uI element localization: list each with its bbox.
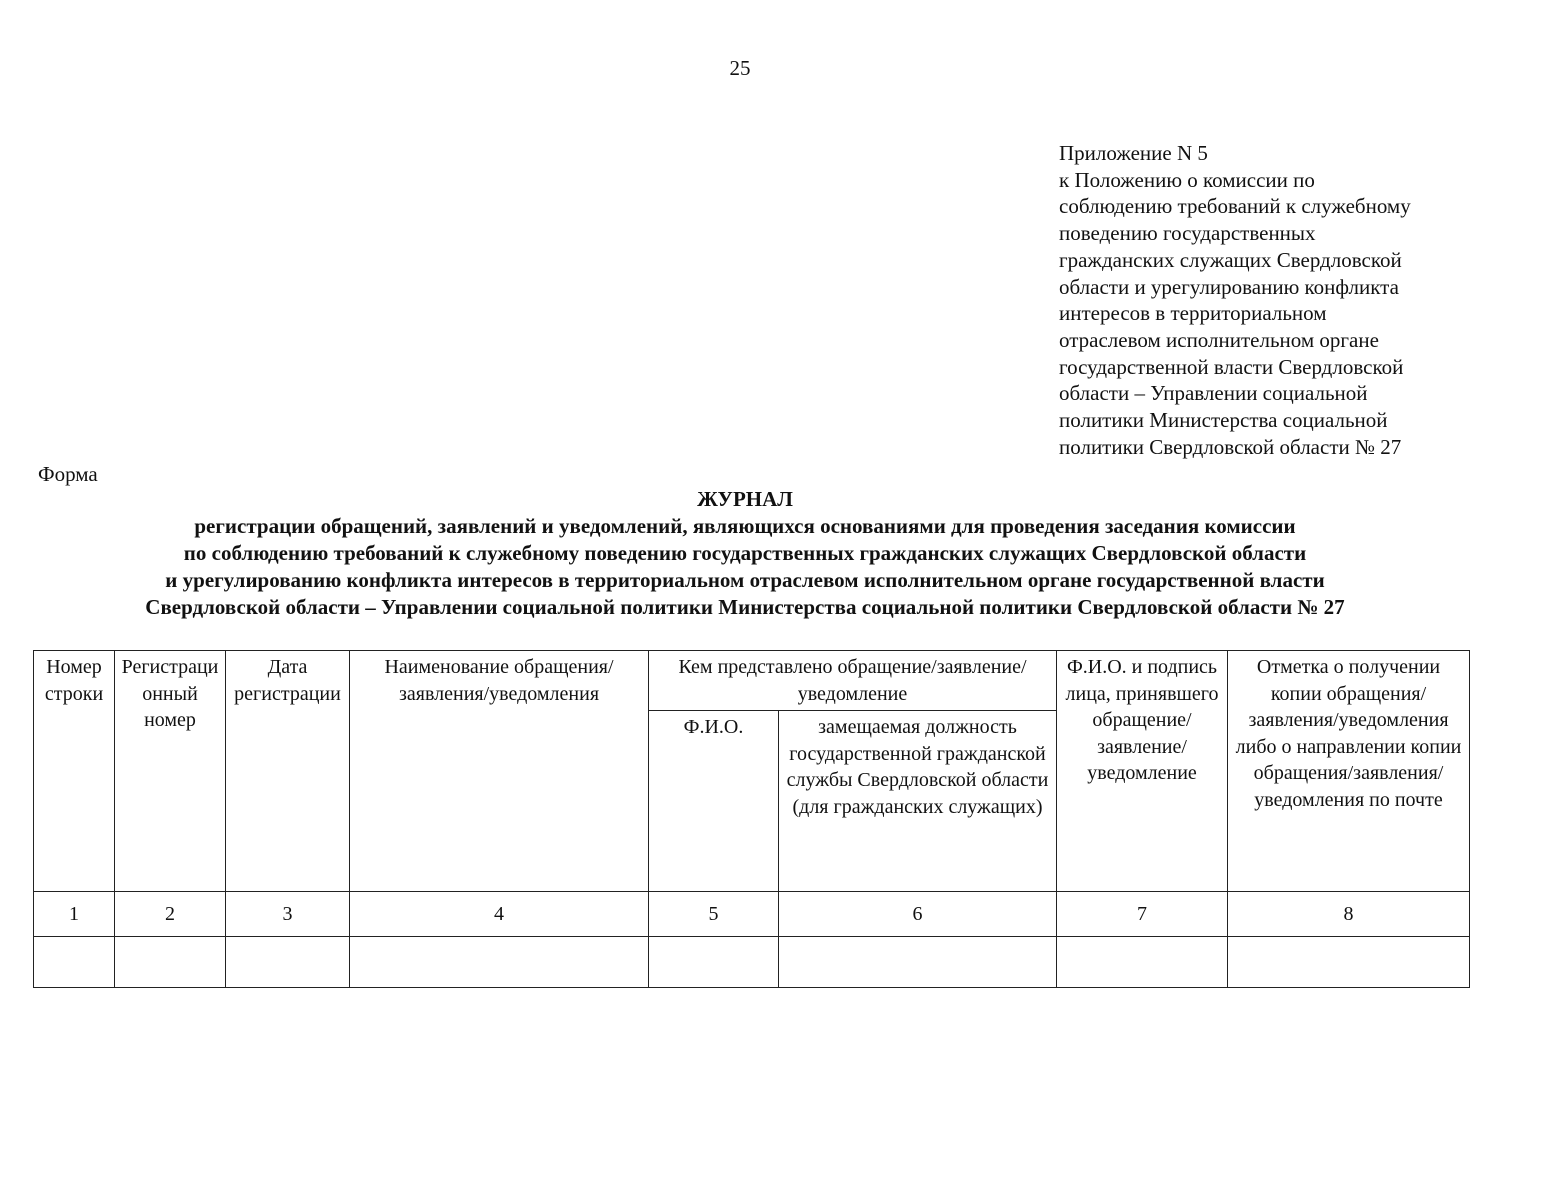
appendix-line: области и урегулированию конфликта: [1059, 274, 1399, 299]
empty-cell: [34, 937, 115, 988]
journal-table: [33, 650, 1470, 988]
header-full-name: Ф.И.О.: [649, 711, 779, 892]
header-registration-date: Дата регистрации: [226, 651, 350, 892]
appendix-line: государственной власти Свердловской: [1059, 354, 1404, 379]
title-line: и урегулированию конфликта интересов в территориальном отраслевом исполнительном органе государственной власти: [165, 568, 1325, 592]
column-number: 2: [115, 892, 226, 937]
header-position: замещаемая должность государственной гражданской службы Свердловской области (для гражданских служащих): [779, 711, 1057, 892]
appendix-line: соблюдению требований к служебному: [1059, 194, 1411, 219]
header-copy-mark: Отметка о получении копии обращения/заявления/уведомления либо о направлении копии обращения/заявления/уведомления по почте: [1228, 651, 1470, 892]
empty-cell: [649, 937, 779, 988]
column-numbers-row: [34, 892, 1470, 937]
column-number: 6: [779, 892, 1057, 937]
header-row-number: Номер строки: [34, 651, 115, 892]
header-submitted-by: Кем представлено обращение/заявление/уведомление: [649, 651, 1057, 711]
appendix-line: отраслевом исполнительном органе: [1059, 327, 1379, 352]
title-heading: ЖУРНАЛ: [697, 487, 793, 511]
appendix-line: политики Свердловской области № 27: [1059, 434, 1402, 459]
title-line: по соблюдению требований к служебному поведению государственных гражданских служащих Свердловской области: [183, 541, 1307, 565]
header-receiver: Ф.И.О. и подпись лица, принявшего обращение/заявление/уведомление: [1057, 651, 1228, 892]
appendix-line: к Положению о комиссии по: [1059, 167, 1315, 192]
empty-cell: [226, 937, 350, 988]
empty-cell: [1057, 937, 1228, 988]
column-number: 7: [1057, 892, 1228, 937]
appendix-line: Приложение N 5: [1059, 141, 1208, 165]
appendix-line: политики Министерства социальной: [1059, 408, 1388, 433]
page-number: 25: [729, 56, 751, 80]
column-number: 8: [1228, 892, 1470, 937]
column-number: 1: [34, 892, 115, 937]
journal-title: [0, 486, 1490, 621]
appendix-line: интересов в территориальном: [1059, 301, 1327, 326]
appendix-line: области – Управлении социальной: [1059, 381, 1368, 406]
column-number: 5: [649, 892, 779, 937]
appendix-note: [1059, 140, 1479, 460]
empty-cell: [115, 937, 226, 988]
header-registration-number: Регистрационный номер: [115, 651, 226, 892]
column-number: 3: [226, 892, 350, 937]
title-line: регистрации обращений, заявлений и уведомлений, являющихся основаниями для проведения заседания комиссии: [194, 514, 1296, 538]
appendix-line: поведению государственных: [1059, 221, 1316, 246]
column-number: 4: [350, 892, 649, 937]
header-document-name: Наименование обращения/заявления/уведомления: [350, 651, 649, 892]
empty-cell: [779, 937, 1057, 988]
empty-cell: [350, 937, 649, 988]
appendix-line: гражданских служащих Свердловской: [1059, 247, 1402, 272]
title-line: Свердловской области – Управлении социальной политики Министерства социальной политики Свердловской области № 27: [145, 595, 1345, 619]
empty-cell: [1228, 937, 1470, 988]
table-row: [34, 937, 1470, 988]
form-label: Форма: [38, 462, 98, 486]
header-row: [34, 651, 1470, 711]
